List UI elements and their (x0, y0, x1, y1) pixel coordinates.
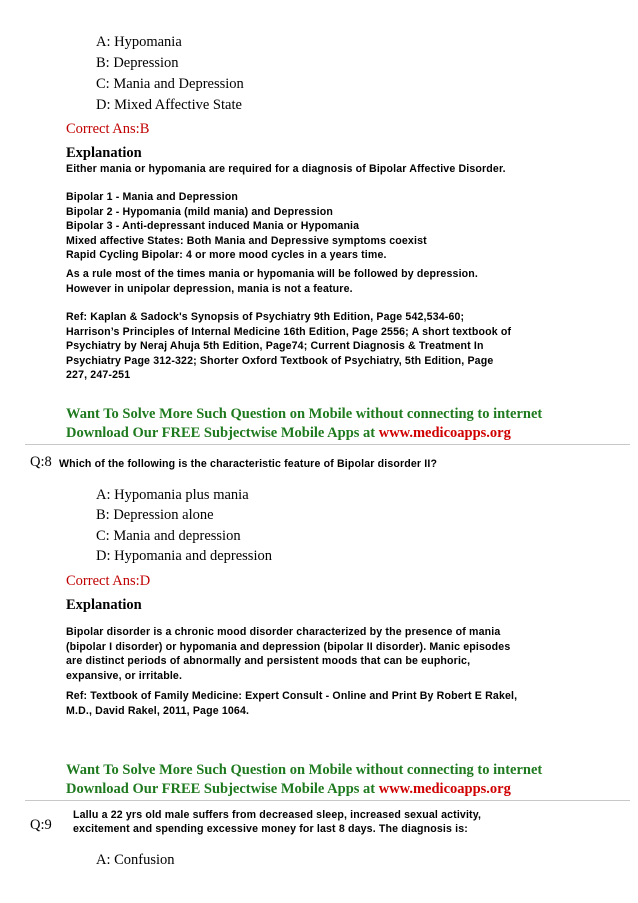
promo-text: Download Our FREE Subjectwise Mobile Apps at (66, 425, 379, 441)
q8-option-a: A: Hypomania plus mania (96, 487, 249, 503)
text-line: Bipolar disorder is a chronic mood disorder characterized by the presence of mania (66, 626, 501, 638)
text-line: Mixed affective States: Both Mania and Depressive symptoms coexist (66, 234, 427, 247)
q7-explanation-title: Explanation (66, 145, 142, 161)
q7-explanation-para1 (66, 162, 586, 177)
q8-option-d: D: Hypomania and depression (96, 548, 272, 564)
promo-line1: Want To Solve More Such Question on Mobile without connecting to internet (66, 406, 543, 422)
promo-banner (66, 761, 542, 799)
divider (25, 444, 630, 445)
text-line: Harrison’s Principles of Internal Medicine 16th Edition, Page 2556; A short textbook of (66, 325, 512, 338)
q7-reference (66, 310, 586, 383)
q7-option-a: A: Hypomania (96, 34, 182, 50)
q9-option-a: A: Confusion (96, 852, 175, 868)
q7-explanation-para3 (66, 267, 586, 296)
text-line: Psychiatry Page 312-322; Shorter Oxford Textbook of Psychiatry, 5th Edition, Page (66, 354, 494, 367)
text-line: M.D., David Rakel, 2011, Page 1064. (66, 704, 250, 717)
q9-question (73, 808, 481, 836)
text-line: Rapid Cycling Bipolar: 4 or more mood cycles in a years time. (66, 249, 387, 262)
text-line: However in unipolar depression, mania is not a feature. (66, 282, 353, 295)
text-line: expansive, or irritable. (66, 669, 183, 682)
q8-option-b: B: Depression alone (96, 507, 214, 523)
divider (25, 800, 630, 801)
text-line: Bipolar 3 - Anti-depressant induced Mania or Hypomania (66, 220, 360, 233)
q8-reference (66, 689, 586, 718)
text-line: (bipolar I disorder) or hypomania and depression (bipolar II disorder). Manic episodes (66, 640, 511, 653)
promo-line2 (66, 780, 542, 799)
text-line: excitement and spending excessive money for last 8 days. The diagnosis is: (73, 823, 468, 835)
q8-option-c: C: Mania and depression (96, 528, 241, 544)
q7-option-d: D: Mixed Affective State (96, 97, 242, 113)
text-line: Ref: Kaplan & Sadock's Synopsis of Psychiatry 9th Edition, Page 542,534-60; (66, 311, 465, 323)
text-line: As a rule most of the times mania or hypomania will be followed by depression. (66, 268, 478, 280)
promo-link[interactable]: www.medicoapps.org (378, 781, 511, 797)
q7-correct-answer: Correct Ans:B (66, 121, 150, 137)
q8-number: Q:8 (30, 454, 52, 470)
text-line: are distinct periods of abnormally and persistent moods that can be euphoric, (66, 655, 471, 668)
text-line: Psychiatry by Neraj Ahuja 5th Edition, Page74; Current Diagnosis & Treatment In (66, 340, 484, 353)
text-line: Either mania or hypomania are required for a diagnosis of Bipolar Affective Disorder. (66, 163, 506, 175)
text-line: Bipolar 2 - Hypomania (mild mania) and Depression (66, 205, 333, 218)
text-line: Ref: Textbook of Family Medicine: Expert Consult - Online and Print By Robert E Rakel, (66, 690, 518, 702)
text-line: 227, 247-251 (66, 369, 131, 382)
q8-question: Which of the following is the characteristic feature of Bipolar disorder II? (59, 458, 438, 470)
text-line: Lallu a 22 yrs old male suffers from decreased sleep, increased sexual activity, (73, 809, 482, 821)
q8-explanation-title: Explanation (66, 597, 142, 613)
promo-link[interactable]: www.medicoapps.org (378, 425, 511, 441)
promo-line2 (66, 424, 542, 443)
q8-explanation-para1 (66, 625, 586, 683)
q7-explanation-para2 (66, 190, 586, 263)
q8-correct-answer: Correct Ans:D (66, 573, 151, 589)
q7-option-c: C: Mania and Depression (96, 76, 244, 92)
promo-line1: Want To Solve More Such Question on Mobile without connecting to internet (66, 762, 543, 778)
text-line: Bipolar 1 - Mania and Depression (66, 191, 238, 203)
q7-option-b: B: Depression (96, 55, 179, 71)
q9-number: Q:9 (30, 817, 52, 833)
promo-banner (66, 405, 542, 443)
promo-text: Download Our FREE Subjectwise Mobile Apps at (66, 781, 379, 797)
